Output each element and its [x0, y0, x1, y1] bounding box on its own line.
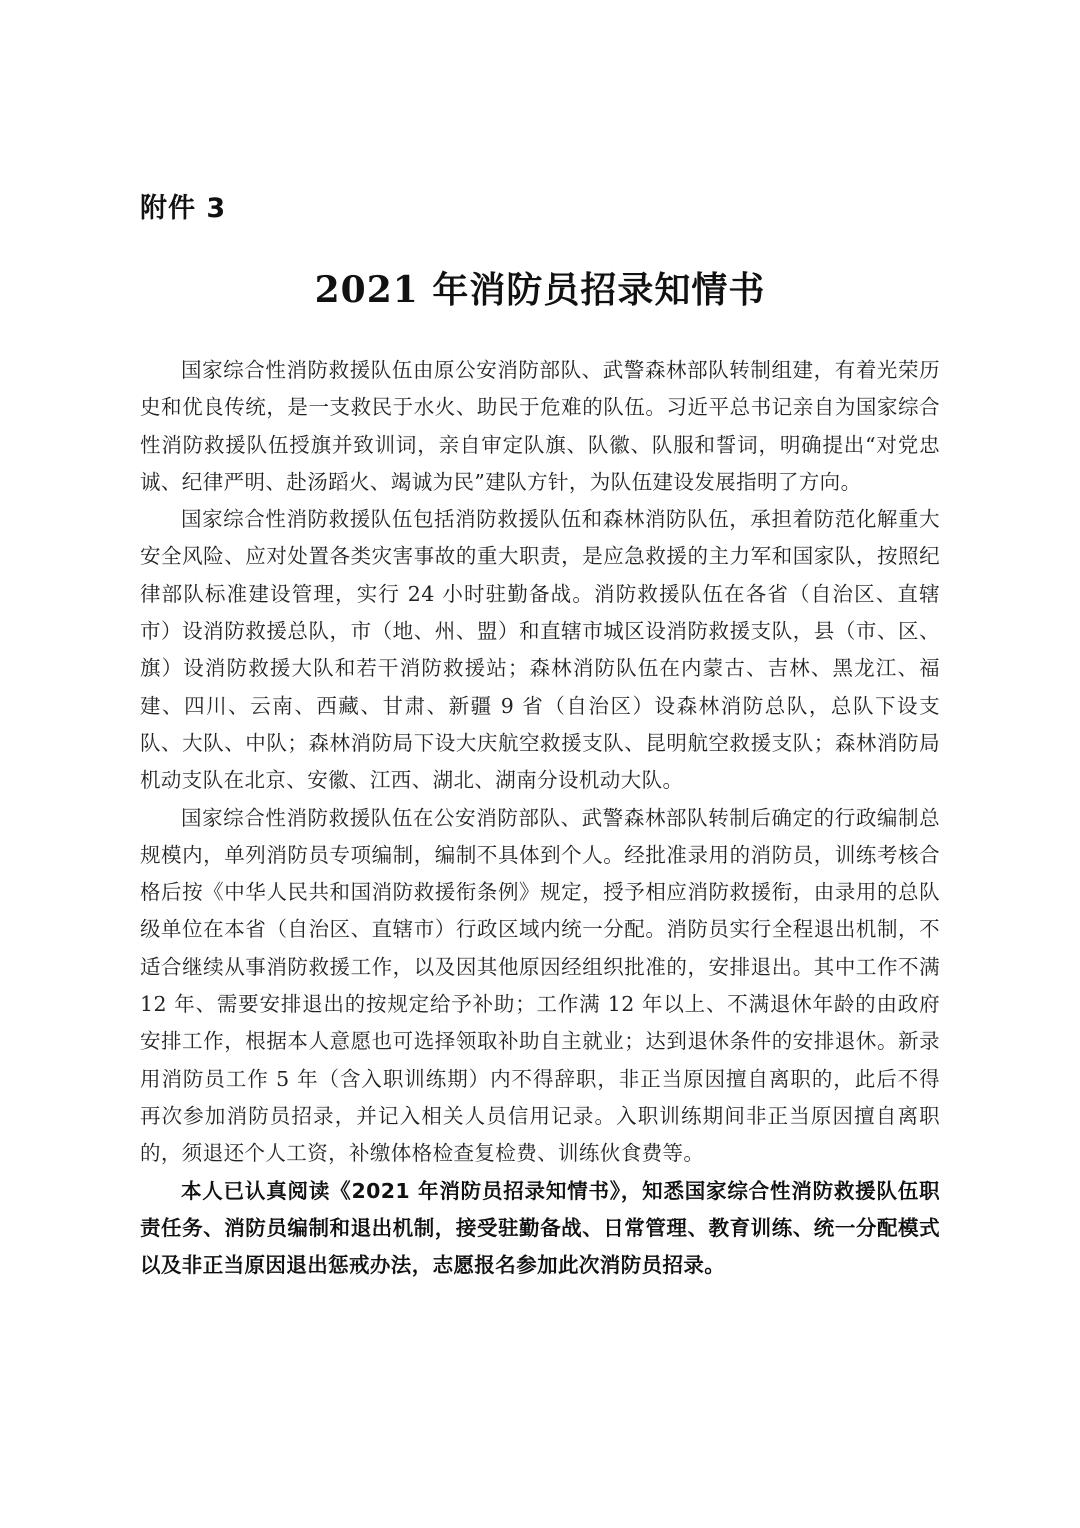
paragraph-staffing-and-exit: 国家综合性消防救援队伍在公安消防部队、武警森林部队转制后确定的行政编制总规模内，单列消防员专项编制，编制不具体到个人。经批准录用的消防员，训练考核合格后按《中华人民共和国消防救援衔条例》规定，授予相应消防救援衔，由录用的总队级单位在本省（自治区、直辖市）行政区域内统一分配。消防员实行全程退出机制，不适合继续从事消防救援工作，以及因其他原因经组织批准的，安排退出。其中工作不满 12 年、需要安排退出的按规定给予补助；工作满 12 年以上、不满退休年龄的由政府安排工作，根据本人意愿也可选择领取补助自主就业；达到退休条件的安排退休。新录用消防员工作 5 年（含入职训练期）内不得辞职，非正当原因擅自离职的，此后不得再次参加消防员招录，并记入相关人员信用记录。入职训练期间非正当原因擅自离职的，须退还个人工资，补缴体格检查复检费、训练伙食费等。: [140, 805, 940, 1166]
document-title: 2021 年消防员招录知情书: [314, 269, 766, 311]
declaration-paragraph: 本人已认真阅读《2021 年消防员招录知情书》，知悉国家综合性消防救援队伍职责任务、消防员编制和退出机制，接受驻勤备战、日常管理、教育训练、统一分配模式以及非正当原因退出惩戒办法，志愿报名参加此次消防员招录。: [140, 1178, 940, 1278]
paragraph-organization: 国家综合性消防救援队伍包括消防救援队伍和森林消防队伍，承担着防范化解重大安全风险、应对处置各类灾害事故的重大职责，是应急救援的主力军和国家队，按照纪律部队标准建设管理，实行 24 小时驻勤备战。消防救援队伍在各省（自治区、直辖市）设消防救援总队，市（地、州、盟）和直辖市城区设消防救援支队，县（市、区、旗）设消防救援大队和若干消防救援站；森林消防队伍在内蒙古、吉林、黑龙江、福建、四川、云南、西藏、甘肃、新疆 9 省（自治区）设森林消防总队，总队下设支队、大队、中队；森林消防局下设大庆航空救援支队、昆明航空救援支队；森林消防局机动支队在北京、安徽、江西、湖北、湖南分设机动大队。: [140, 507, 940, 793]
paragraph-intro: 国家综合性消防救援队伍由原公安消防部队、武警森林部队转制组建，有着光荣历史和优良传统，是一支救民于水火、助民于危难的队伍。习近平总书记亲自为国家综合性消防救援队伍授旗并致训词，亲自审定队旗、队徽、队服和誓词，明确提出“对党忠诚、纪律严明、赴汤蹈火、竭诚为民”建队方针，为队伍建设发展指明了方向。: [140, 358, 940, 494]
attachment-label: 附件 3: [140, 193, 227, 224]
document-body: [140, 352, 940, 1284]
